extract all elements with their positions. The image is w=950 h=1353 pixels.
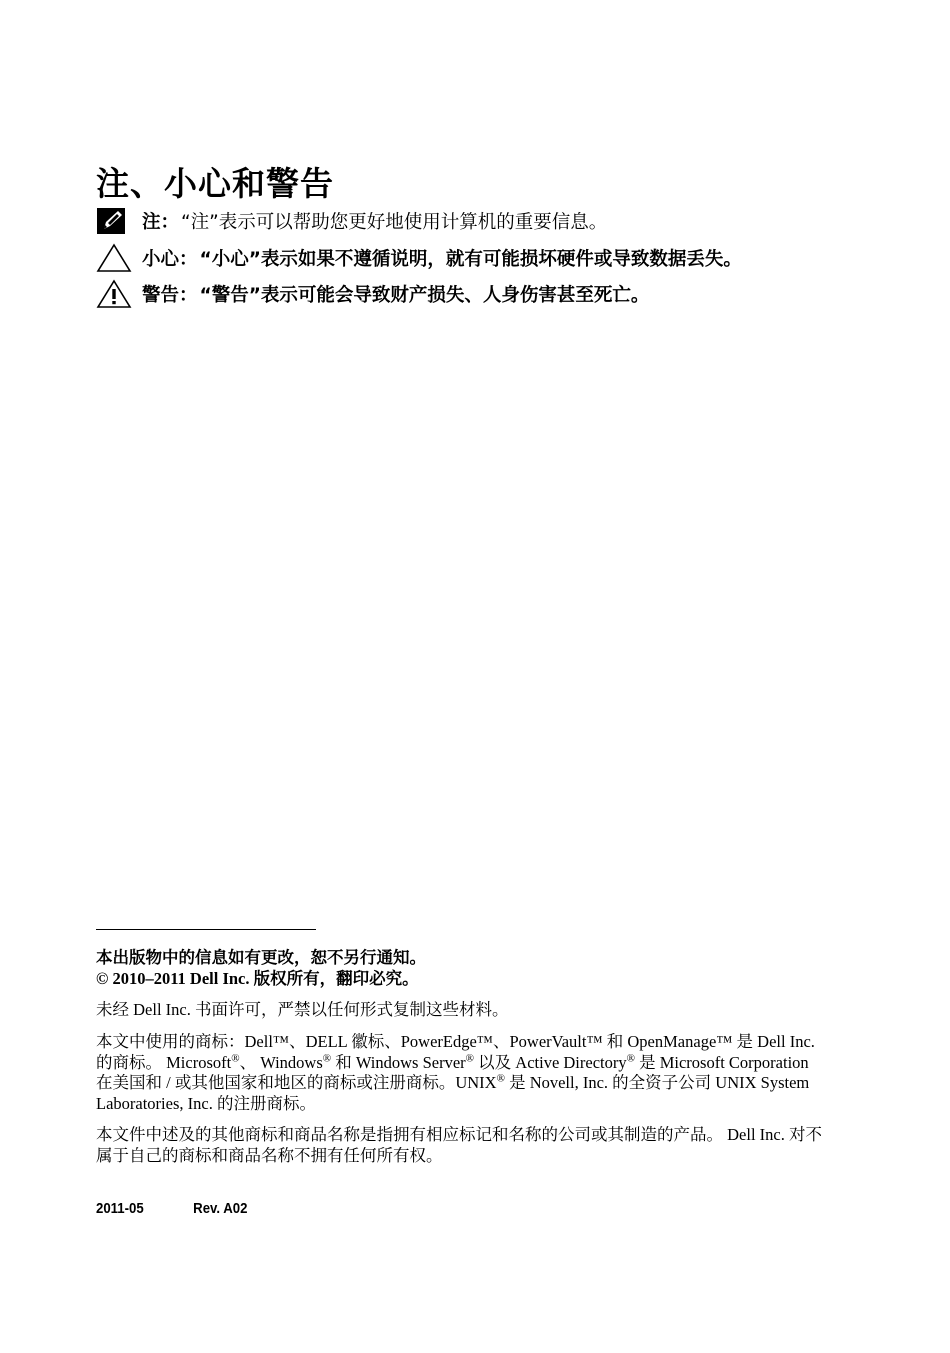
legal-notice-block [96,948,826,989]
registered-mark: ® [496,1072,505,1085]
document-footer [96,1200,247,1217]
warning-label: 警告 [142,285,180,306]
note-label: 注 [142,212,161,233]
other-marks-text: 本文件中述及的其他商标和商品名称是指拥有相应标记和名称的公司或其制造的产品。 Dell Inc. 对不属于自己的商标和商品名称不拥有任何所有权。 [96,1125,822,1165]
warning-text: “警告”表示可能会导致财产损失、人身伤害甚至死亡。 [199,285,650,306]
trademarks-part-2: 、 Windows [239,1052,323,1072]
reproduction-text: 未经 Dell Inc. 书面许可，严禁以任何形式复制这些材料。 [96,1000,509,1019]
registered-mark: ® [465,1052,475,1064]
trademarks-part-4: 以及 Active Directory [474,1052,627,1072]
publication-date: 2011-05 [96,1200,144,1217]
reproduction-notice [96,1000,826,1021]
pencil-note-icon [96,206,132,236]
note-notice [96,206,607,236]
legal-divider [96,929,316,930]
page-title: 注、小心和警告 [96,164,334,203]
caution-separator: ： [179,249,198,270]
warning-separator: ： [179,285,198,306]
trademarks-part-6: 是 Novell, Inc. 的全资子公司 UNIX System Laboratories, Inc. 的注册商标。 [96,1073,810,1113]
change-notice: 本出版物中的信息如有更改，恕不另行通知。 [96,948,426,967]
trademarks-part-3: 和 Windows Server [331,1052,466,1072]
warning-exclamation-icon [96,279,132,309]
warning-notice [96,279,649,309]
caution-text: “小心”表示如果不遵循说明，就有可能损坏硬件或导致数据丢失。 [199,249,742,270]
trademarks-block [96,1032,826,1114]
trademarks-text [96,1032,826,1114]
trademarks-part-1: 本文中使用的商标：Dell™、DELL 徽标、PowerEdge™、PowerVault™ 和 OpenManage™ 是 Dell Inc. 的商标。 Microsoft [96,1032,815,1072]
note-text: “注”表示可以帮助您更好地使用计算机的重要信息。 [181,212,608,233]
note-separator: ： [160,212,180,233]
caution-triangle-icon [96,243,132,273]
registered-mark: ® [626,1052,635,1064]
caution-label: 小心 [142,249,180,270]
trademarks-part-5: 是 Microsoft Corporation 在美国和 / 或其他国家和地区的商标或注册商标。UNIX [96,1052,809,1092]
caution-notice [96,243,742,273]
registered-mark: ® [322,1052,332,1064]
other-marks-block [96,1125,826,1166]
revision-number: Rev. A02 [193,1200,248,1217]
registered-mark: ® [231,1052,240,1064]
copyright-line: © 2010–2011 Dell Inc. 版权所有，翻印必究。 [96,968,419,988]
